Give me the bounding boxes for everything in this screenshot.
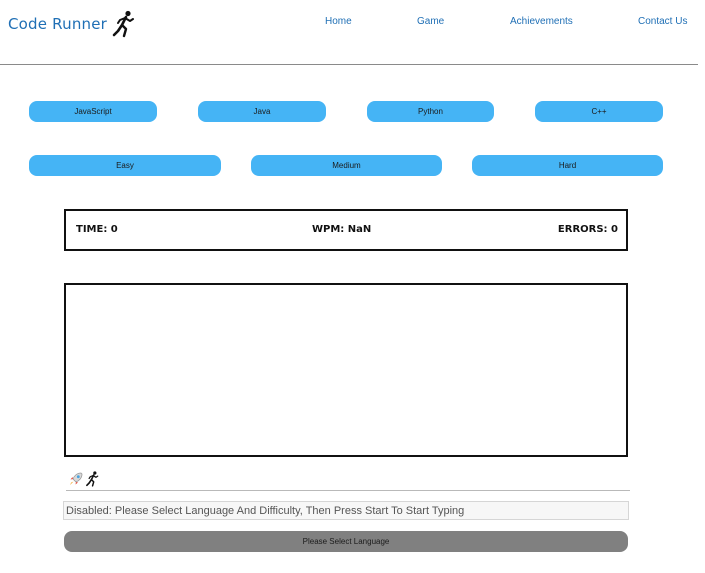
code-display [64, 283, 628, 457]
stats-panel [64, 209, 628, 251]
runner-icon [84, 471, 100, 487]
difficulty-medium-button[interactable]: Medium [251, 155, 442, 176]
errors-stat: ERRORS: 0 [557, 224, 618, 235]
header-divider [0, 64, 698, 65]
typing-input[interactable] [63, 501, 629, 520]
difficulty-hard-button[interactable]: Hard [472, 155, 663, 176]
progress-track [66, 470, 630, 491]
rocket-icon [68, 471, 84, 487]
wpm-stat: WPM: NaN [312, 224, 372, 235]
main-nav [0, 16, 705, 30]
language-python-button[interactable]: Python [367, 101, 494, 122]
nav-contact-link[interactable]: Contact Us [638, 16, 688, 27]
nav-game-link[interactable]: Game [417, 16, 445, 27]
difficulty-easy-button[interactable]: Easy [29, 155, 221, 176]
nav-achievements-link[interactable]: Achievements [510, 16, 573, 27]
start-button[interactable]: Please Select Language [64, 531, 628, 552]
time-stat: TIME: 0 [76, 224, 118, 235]
language-cpp-button[interactable]: C++ [535, 101, 663, 122]
nav-home-link[interactable]: Home [325, 16, 352, 27]
brand-title[interactable]: Code Runner [8, 15, 108, 33]
language-java-button[interactable]: Java [198, 101, 326, 122]
language-javascript-button[interactable]: JavaScript [29, 101, 157, 122]
